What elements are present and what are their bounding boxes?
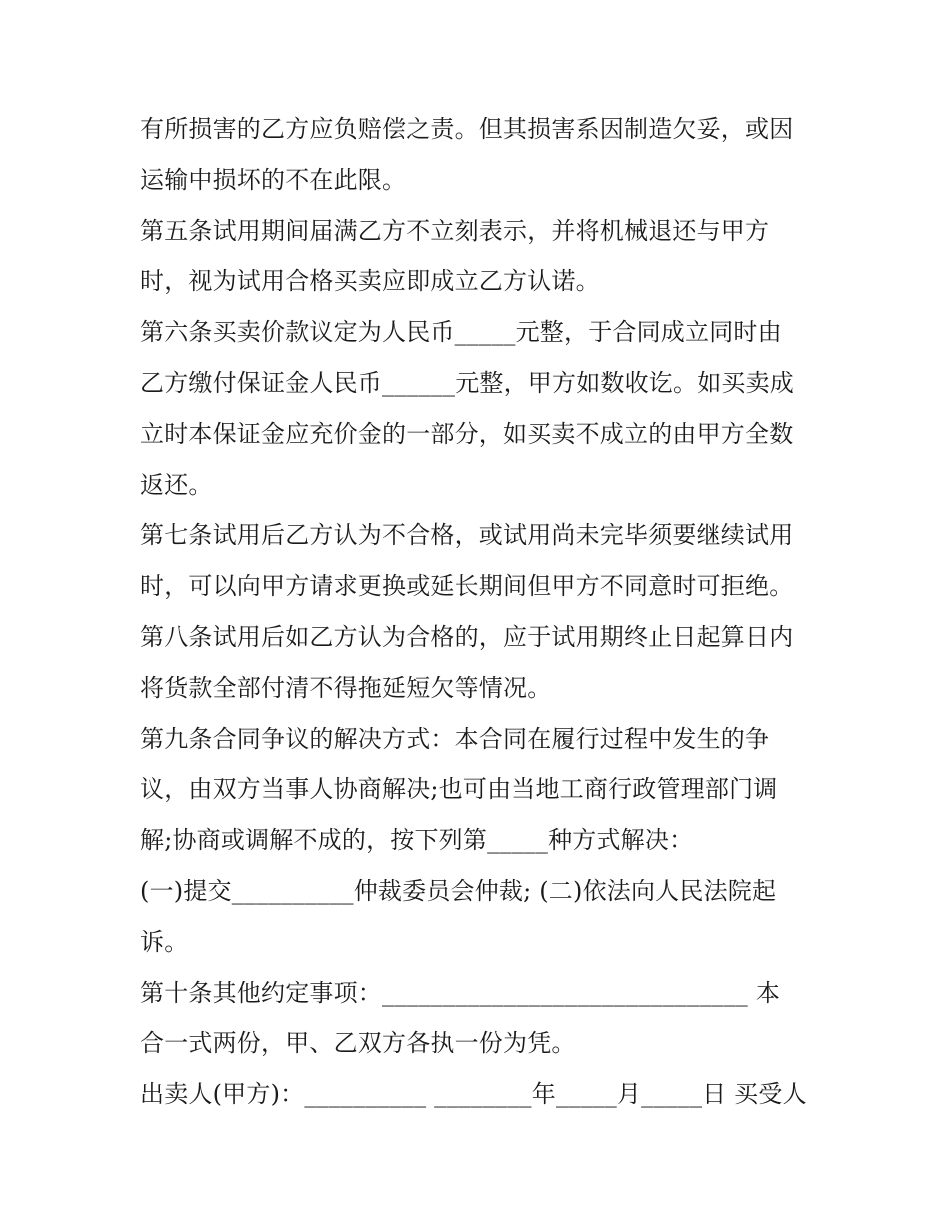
text-line: 议，由双方当事人协商解决;也可由当地工商行政管理部门调 xyxy=(140,775,778,804)
text-line: 诉。 xyxy=(140,927,189,956)
text-line: 有所损害的乙方应负赔偿之责。但其损害系因制造欠妥，或因 xyxy=(140,115,794,143)
text-line: 时，视为试用合格买卖应即成立乙方认诺。 xyxy=(140,267,600,296)
contract-body xyxy=(140,104,820,1120)
text-line: 运输中损坏的不在此限。 xyxy=(140,165,407,194)
clause-10: 第十条其他约定事项：______________________________ 本 xyxy=(140,978,781,1007)
clause-9: 第九条合同争议的解决方式：本合同在履行过程中发生的争 xyxy=(140,724,770,753)
text-line: 合一式两份，甲、乙双方各执一份为凭。 xyxy=(140,1029,576,1058)
clause-6: 第六条买卖价款议定为人民币_____元整，于合同成立同时由 xyxy=(140,318,782,347)
text-line: 返还。 xyxy=(140,470,213,499)
text-line: (一)提交__________仲裁委员会仲裁; (二)依法向人民法院起 xyxy=(140,876,777,905)
clause-5: 第五条试用期间届满乙方不立刻表示，并将机械退还与甲方 xyxy=(140,216,770,245)
clause-7: 第七条试用后乙方认为不合格，或试用尚未完毕须要继续试用 xyxy=(140,521,794,550)
text-line: 将货款全部付清不得拖延短欠等情况。 xyxy=(140,673,552,702)
signature-line: 出卖人(甲方)：__________ ________年_____月_____日 买受人 xyxy=(140,1080,807,1109)
text-line: 立时本保证金应充价金的一部分，如买卖不成立的由甲方全数 xyxy=(140,419,794,448)
text-line: 解;协商或调解不成的，按下列第_____种方式解决： xyxy=(140,826,694,855)
text-line: 时，可以向甲方请求更换或延长期间但甲方不同意时可拒绝。 xyxy=(140,572,794,601)
text-line: 乙方缴付保证金人民币______元整，甲方如数收讫。如买卖成 xyxy=(140,368,794,397)
clause-8: 第八条试用后如乙方认为合格的，应于试用期终止日起算日内 xyxy=(140,622,794,651)
